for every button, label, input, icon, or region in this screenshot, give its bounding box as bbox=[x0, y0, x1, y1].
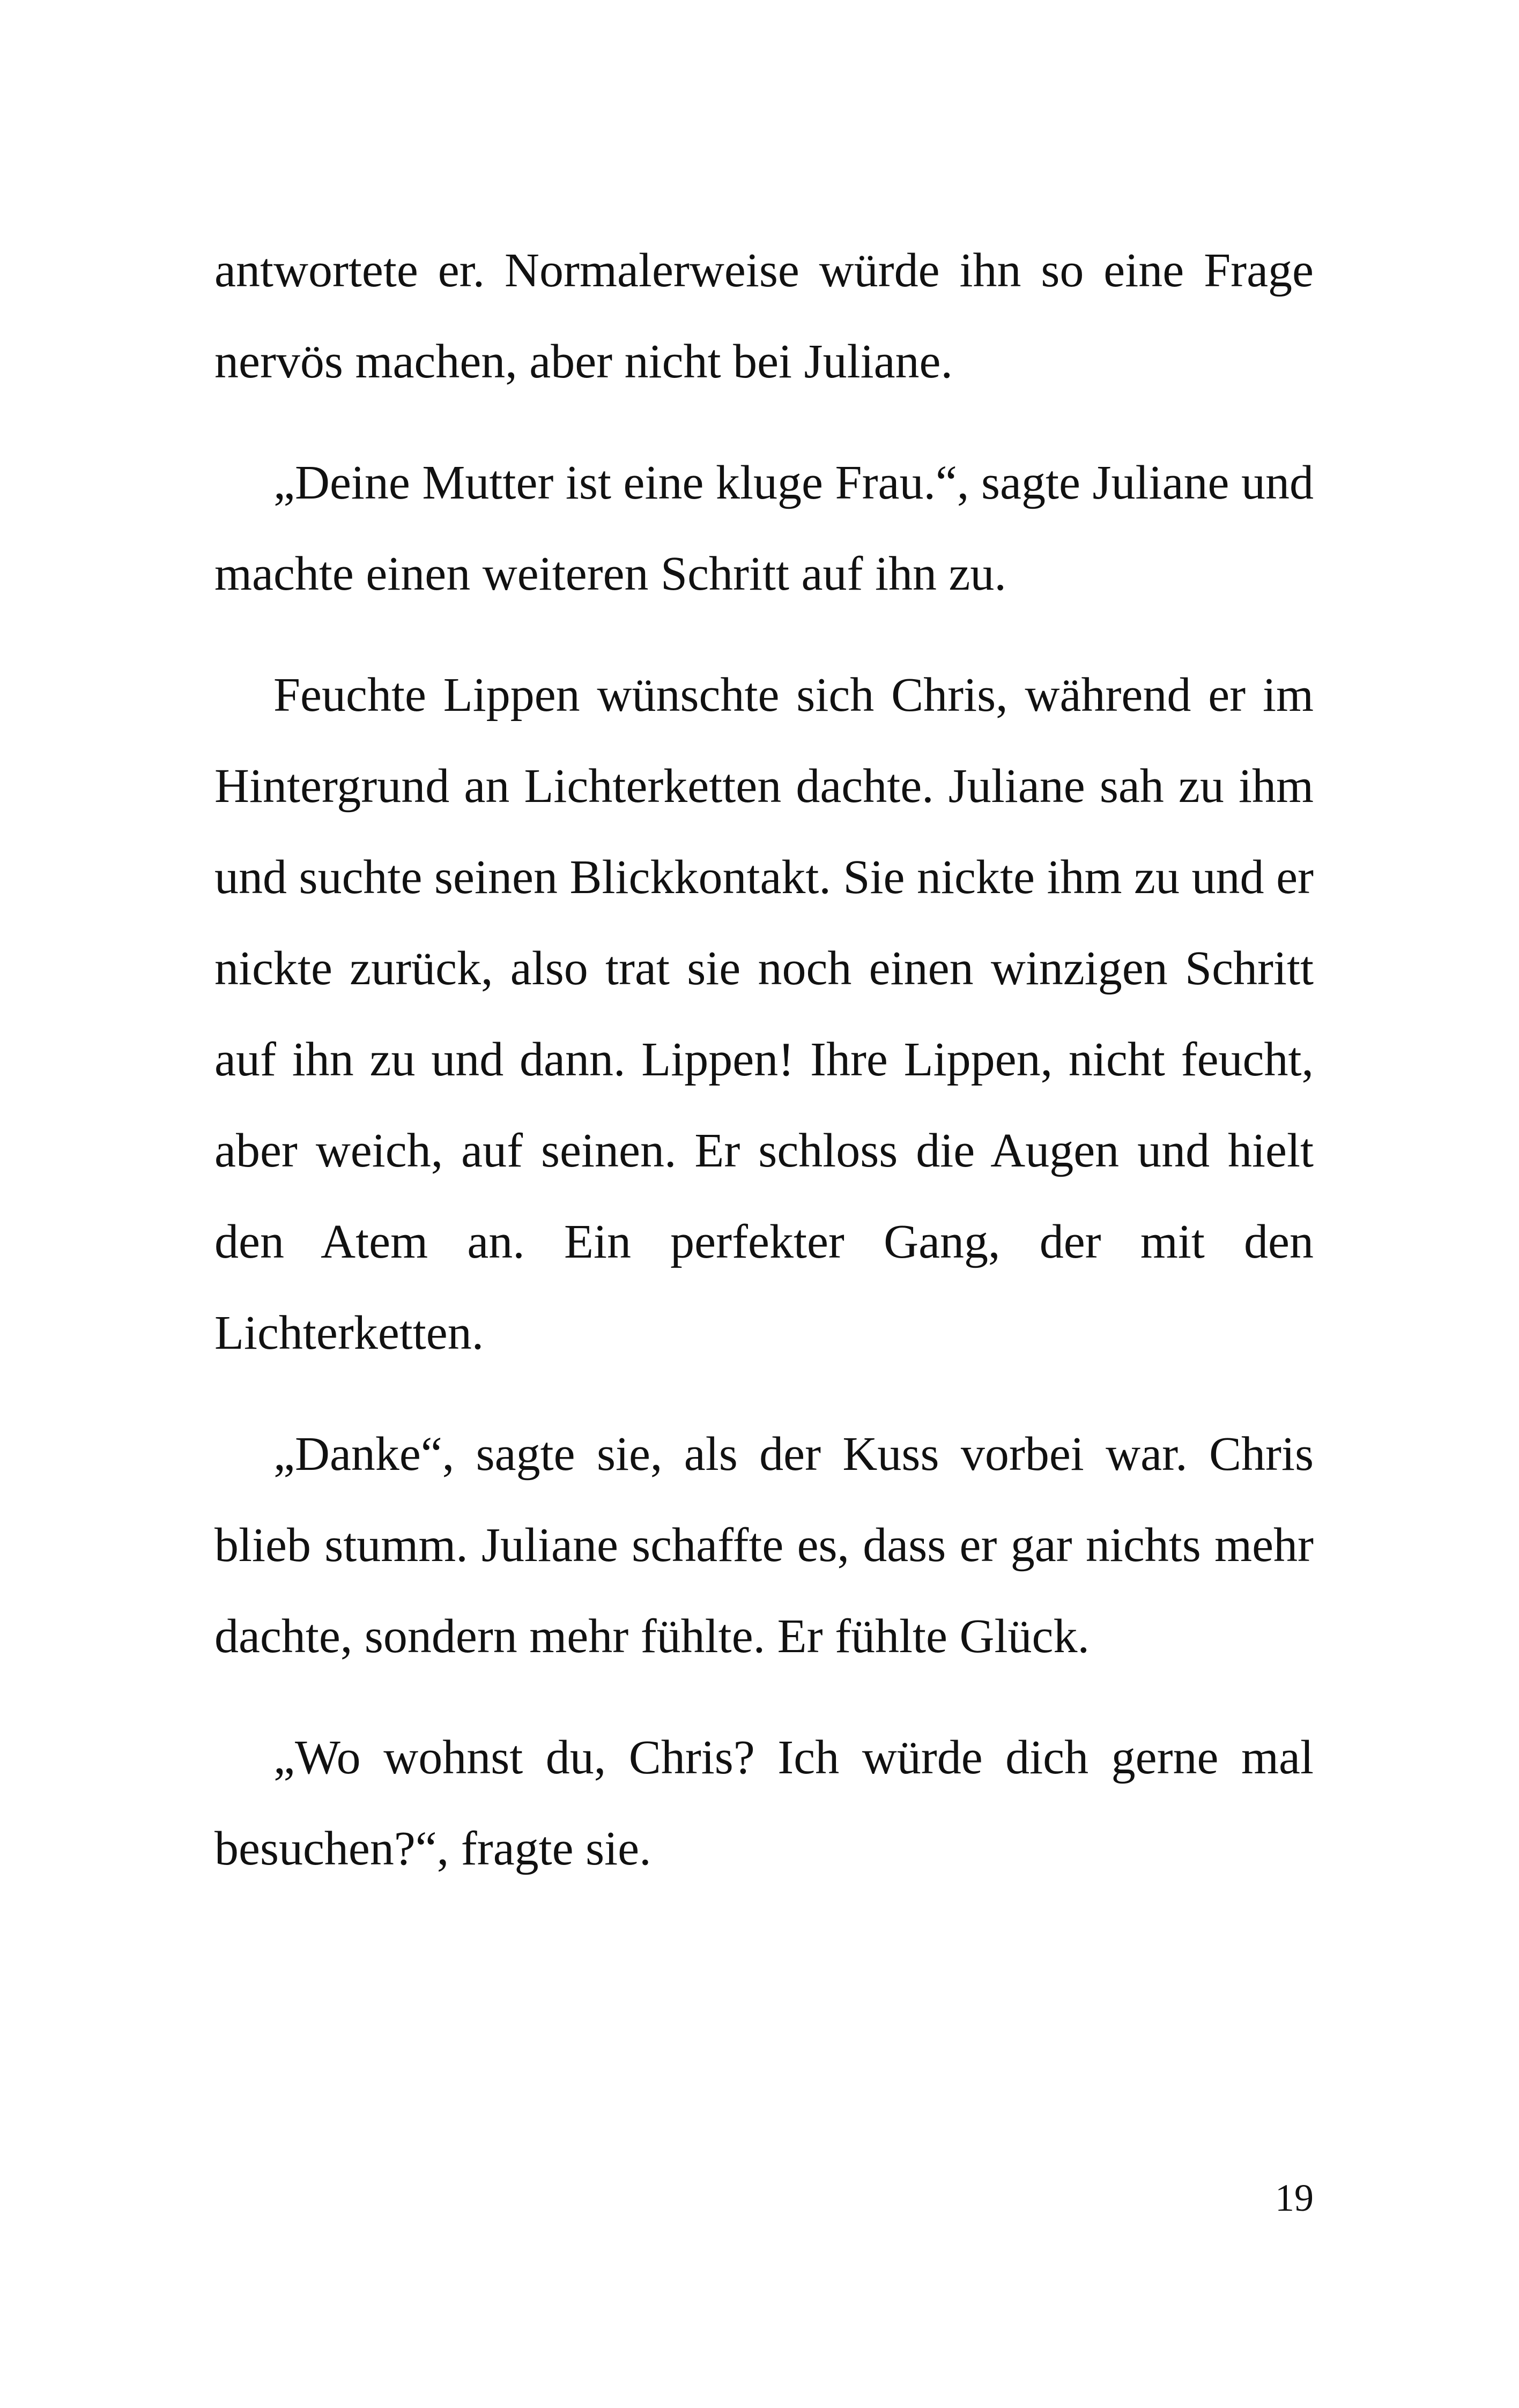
paragraph-dialogue-mutter: „Deine Mutter ist eine kluge Frau.“, sagte Juliane und machte einen weiteren Schritt auf ihn zu. bbox=[214, 456, 1314, 600]
paragraph-danke: „Danke“, sagte sie, als der Kuss vorbei war. Chris blieb stumm. Juliane schaffte es, dass er gar nichts mehr dachte, sondern mehr fühlte. Er fühlte Glück. bbox=[214, 1428, 1314, 1663]
paragraph-kiss: Feuchte Lippen wünschte sich Chris, während er im Hintergrund an Lichterketten dachte. Juliane sah zu ihm und suchte seinen Blickkontakt. Sie nickte ihm zu und er nickte zurück, also trat sie noch einen winzigen Schritt auf ihn zu und dann. Lippen! Ihre Lippen, nicht feucht, aber weich, auf seinen. Er schloss die Augen und hielt den Atem an. Ein perfekter Gang, der mit den Lichterketten. bbox=[214, 668, 1314, 1359]
paragraph-continuation: antwortete er. Normalerweise würde ihn so eine Frage nervös machen, aber nicht bei Juliane. bbox=[214, 244, 1314, 388]
page-number: 19 bbox=[1275, 2176, 1314, 2219]
body-text bbox=[214, 225, 1314, 1924]
paragraph-question: „Wo wohnst du, Chris? Ich würde dich gerne mal besuchen?“, fragte sie. bbox=[214, 1731, 1314, 1875]
